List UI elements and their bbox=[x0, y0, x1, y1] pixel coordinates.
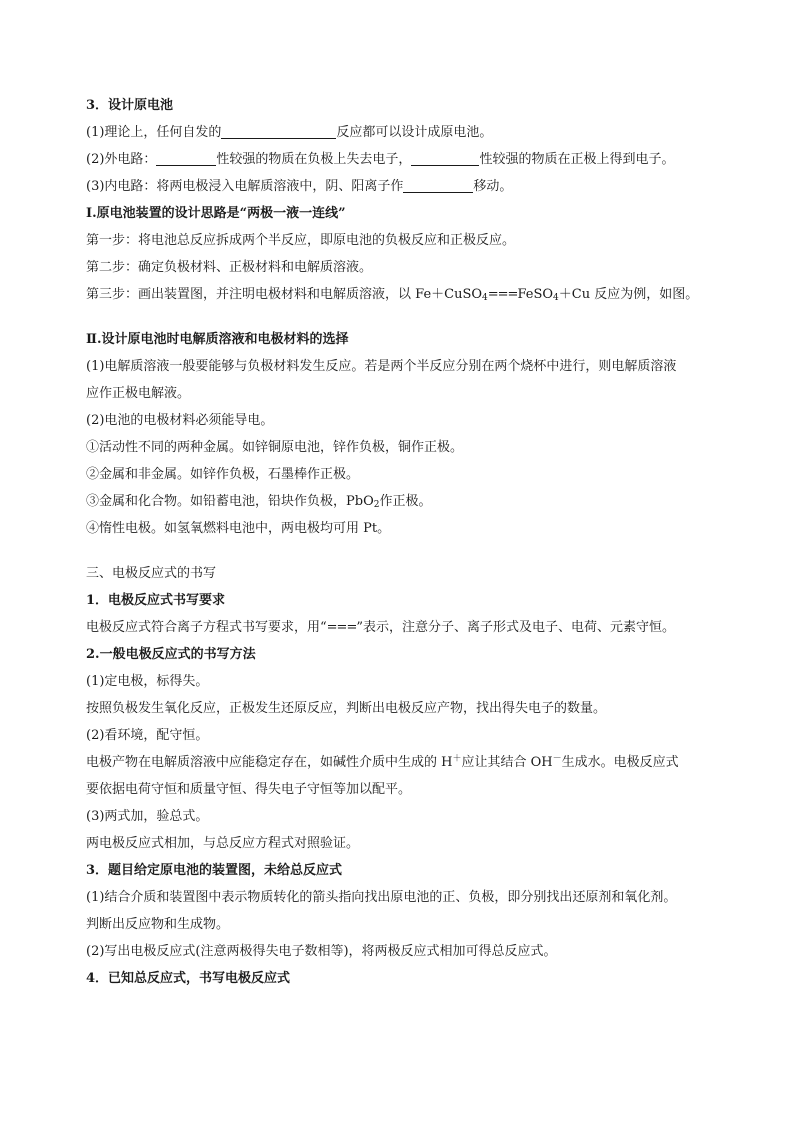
paragraph-internal-circuit bbox=[86, 173, 726, 200]
requirements-paragraph bbox=[86, 614, 726, 641]
superscript: － bbox=[552, 754, 562, 764]
fill-blank bbox=[411, 150, 479, 166]
choice-item-4: ④惰性电极。如氢氧燃料电池中，两电极均可用 Pt。 bbox=[86, 521, 391, 536]
given-device-paragraph-2: (2)写出电极反应式(注意两极得失电子数相等)，将两极反应式相加可得总反应式。 bbox=[86, 944, 557, 959]
subheading-material-choice: Ⅱ.设计原电池时电解质溶液和电极材料的选择 bbox=[86, 332, 349, 347]
step-3 bbox=[86, 281, 726, 308]
equals-sign: === bbox=[326, 620, 357, 635]
step-2: 第二步：确定负极材料、正极材料和电解质溶液。 bbox=[86, 260, 373, 275]
choice-item-1: ①活动性不同的两种金属。如锌铜原电池，锌作负极，铜作正极。 bbox=[86, 440, 464, 455]
text: (1)理论上，任何自发的 bbox=[86, 125, 222, 140]
method-step-2: (2)看环境，配守恒。 bbox=[86, 728, 209, 743]
text: 移动。 bbox=[473, 179, 513, 194]
fill-blank bbox=[403, 177, 473, 193]
given-device-paragraph-1: (1)结合介质和装置图中表示物质转化的箭头指向找出原电池的正、负极，即分别找出还原剂和氧化剂。 bbox=[86, 890, 677, 905]
subheading-design-idea: Ⅰ.原电池装置的设计思路是“两极一液一连线” bbox=[86, 206, 346, 221]
text: 应让其结合 OH bbox=[461, 755, 553, 770]
text: 性较强的物质在正极上得到电子。 bbox=[479, 152, 675, 167]
section-heading-design-cell: 3．设计原电池 bbox=[86, 98, 174, 113]
equals-sign: === bbox=[487, 287, 518, 302]
choice-paragraph-1: (1)电解质溶液一般要能够与负极材料发生反应。若是两个半反应分别在两个烧杯中进行，则电解质溶液 bbox=[86, 359, 677, 374]
text: (3)内电路：将两电极浸入电解质溶液中，阴、阳离子作 bbox=[86, 179, 404, 194]
paragraph-external-circuit bbox=[86, 146, 726, 173]
heading-requirements: 1．电极反应式书写要求 bbox=[86, 593, 226, 608]
heading-general-method: 2.一般电极反应式的书写方法 bbox=[86, 647, 256, 662]
text: FeSO bbox=[517, 287, 554, 302]
text: 电极反应式符合离子方程式书写要求，用“ bbox=[86, 620, 327, 635]
given-device-paragraph-1-cont: 判断出反应物和生成物。 bbox=[86, 917, 230, 932]
text: 作正极。 bbox=[379, 494, 432, 509]
choice-paragraph-1-cont: 应作正极电解液。 bbox=[86, 386, 191, 401]
subscript: 4 bbox=[482, 293, 488, 303]
text: 反应都可以设计成原电池。 bbox=[336, 125, 493, 140]
text: 第三步：画出装置图，并注明电极材料和电解质溶液，以 Fe＋CuSO bbox=[86, 287, 483, 302]
fill-blank bbox=[221, 123, 336, 139]
paragraph-theory bbox=[86, 119, 726, 146]
text: 性较强的物质在负极上失去电子， bbox=[216, 152, 412, 167]
text: 生成水。电极反应式 bbox=[561, 755, 679, 770]
document-page bbox=[86, 92, 726, 992]
text: ＋Cu 反应为例，如图。 bbox=[558, 287, 699, 302]
method-step-3-text: 两电极反应式相加，与总反应方程式对照验证。 bbox=[86, 836, 360, 851]
superscript: ＋ bbox=[452, 754, 462, 764]
choice-item-3 bbox=[86, 488, 726, 515]
heading-known-total: 4．已知总反应式，书写电极反应式 bbox=[86, 971, 291, 986]
text: (2)外电路： bbox=[86, 152, 157, 167]
section-heading-electrode-equations: 三、电极反应式的书写 bbox=[86, 566, 217, 581]
text: ”表示，注意分子、离子形式及电子、电荷、元素守恒。 bbox=[356, 620, 675, 635]
subscript: 4 bbox=[553, 293, 559, 303]
method-step-1: (1)定电极，标得失。 bbox=[86, 674, 209, 689]
text: ③金属和化合物。如铅蓄电池，铅块作负极，PbO bbox=[86, 494, 374, 509]
method-step-3: (3)两式加，验总式。 bbox=[86, 809, 209, 824]
method-step-1-text: 按照负极发生氧化反应，正极发生还原反应，判断出电极反应产物，找出得失电子的数量。 bbox=[86, 701, 607, 716]
heading-given-device: 3．题目给定原电池的装置图，未给总反应式 bbox=[86, 863, 343, 878]
method-step-2-text-cont: 要依据电荷守恒和质量守恒、得失电子守恒等加以配平。 bbox=[86, 782, 412, 797]
choice-item-2: ②金属和非金属。如锌作负极，石墨棒作正极。 bbox=[86, 467, 360, 482]
step-1: 第一步：将电池总反应拆成两个半反应，即原电池的负极反应和正极反应。 bbox=[86, 233, 516, 248]
fill-blank bbox=[156, 150, 216, 166]
subscript: 2 bbox=[373, 500, 380, 510]
choice-paragraph-2: (2)电池的电极材料必须能导电。 bbox=[86, 413, 274, 428]
text: 电极产物在电解质溶液中应能稳定存在，如碱性介质中生成的 H bbox=[86, 755, 453, 770]
method-step-2-text bbox=[86, 749, 726, 776]
